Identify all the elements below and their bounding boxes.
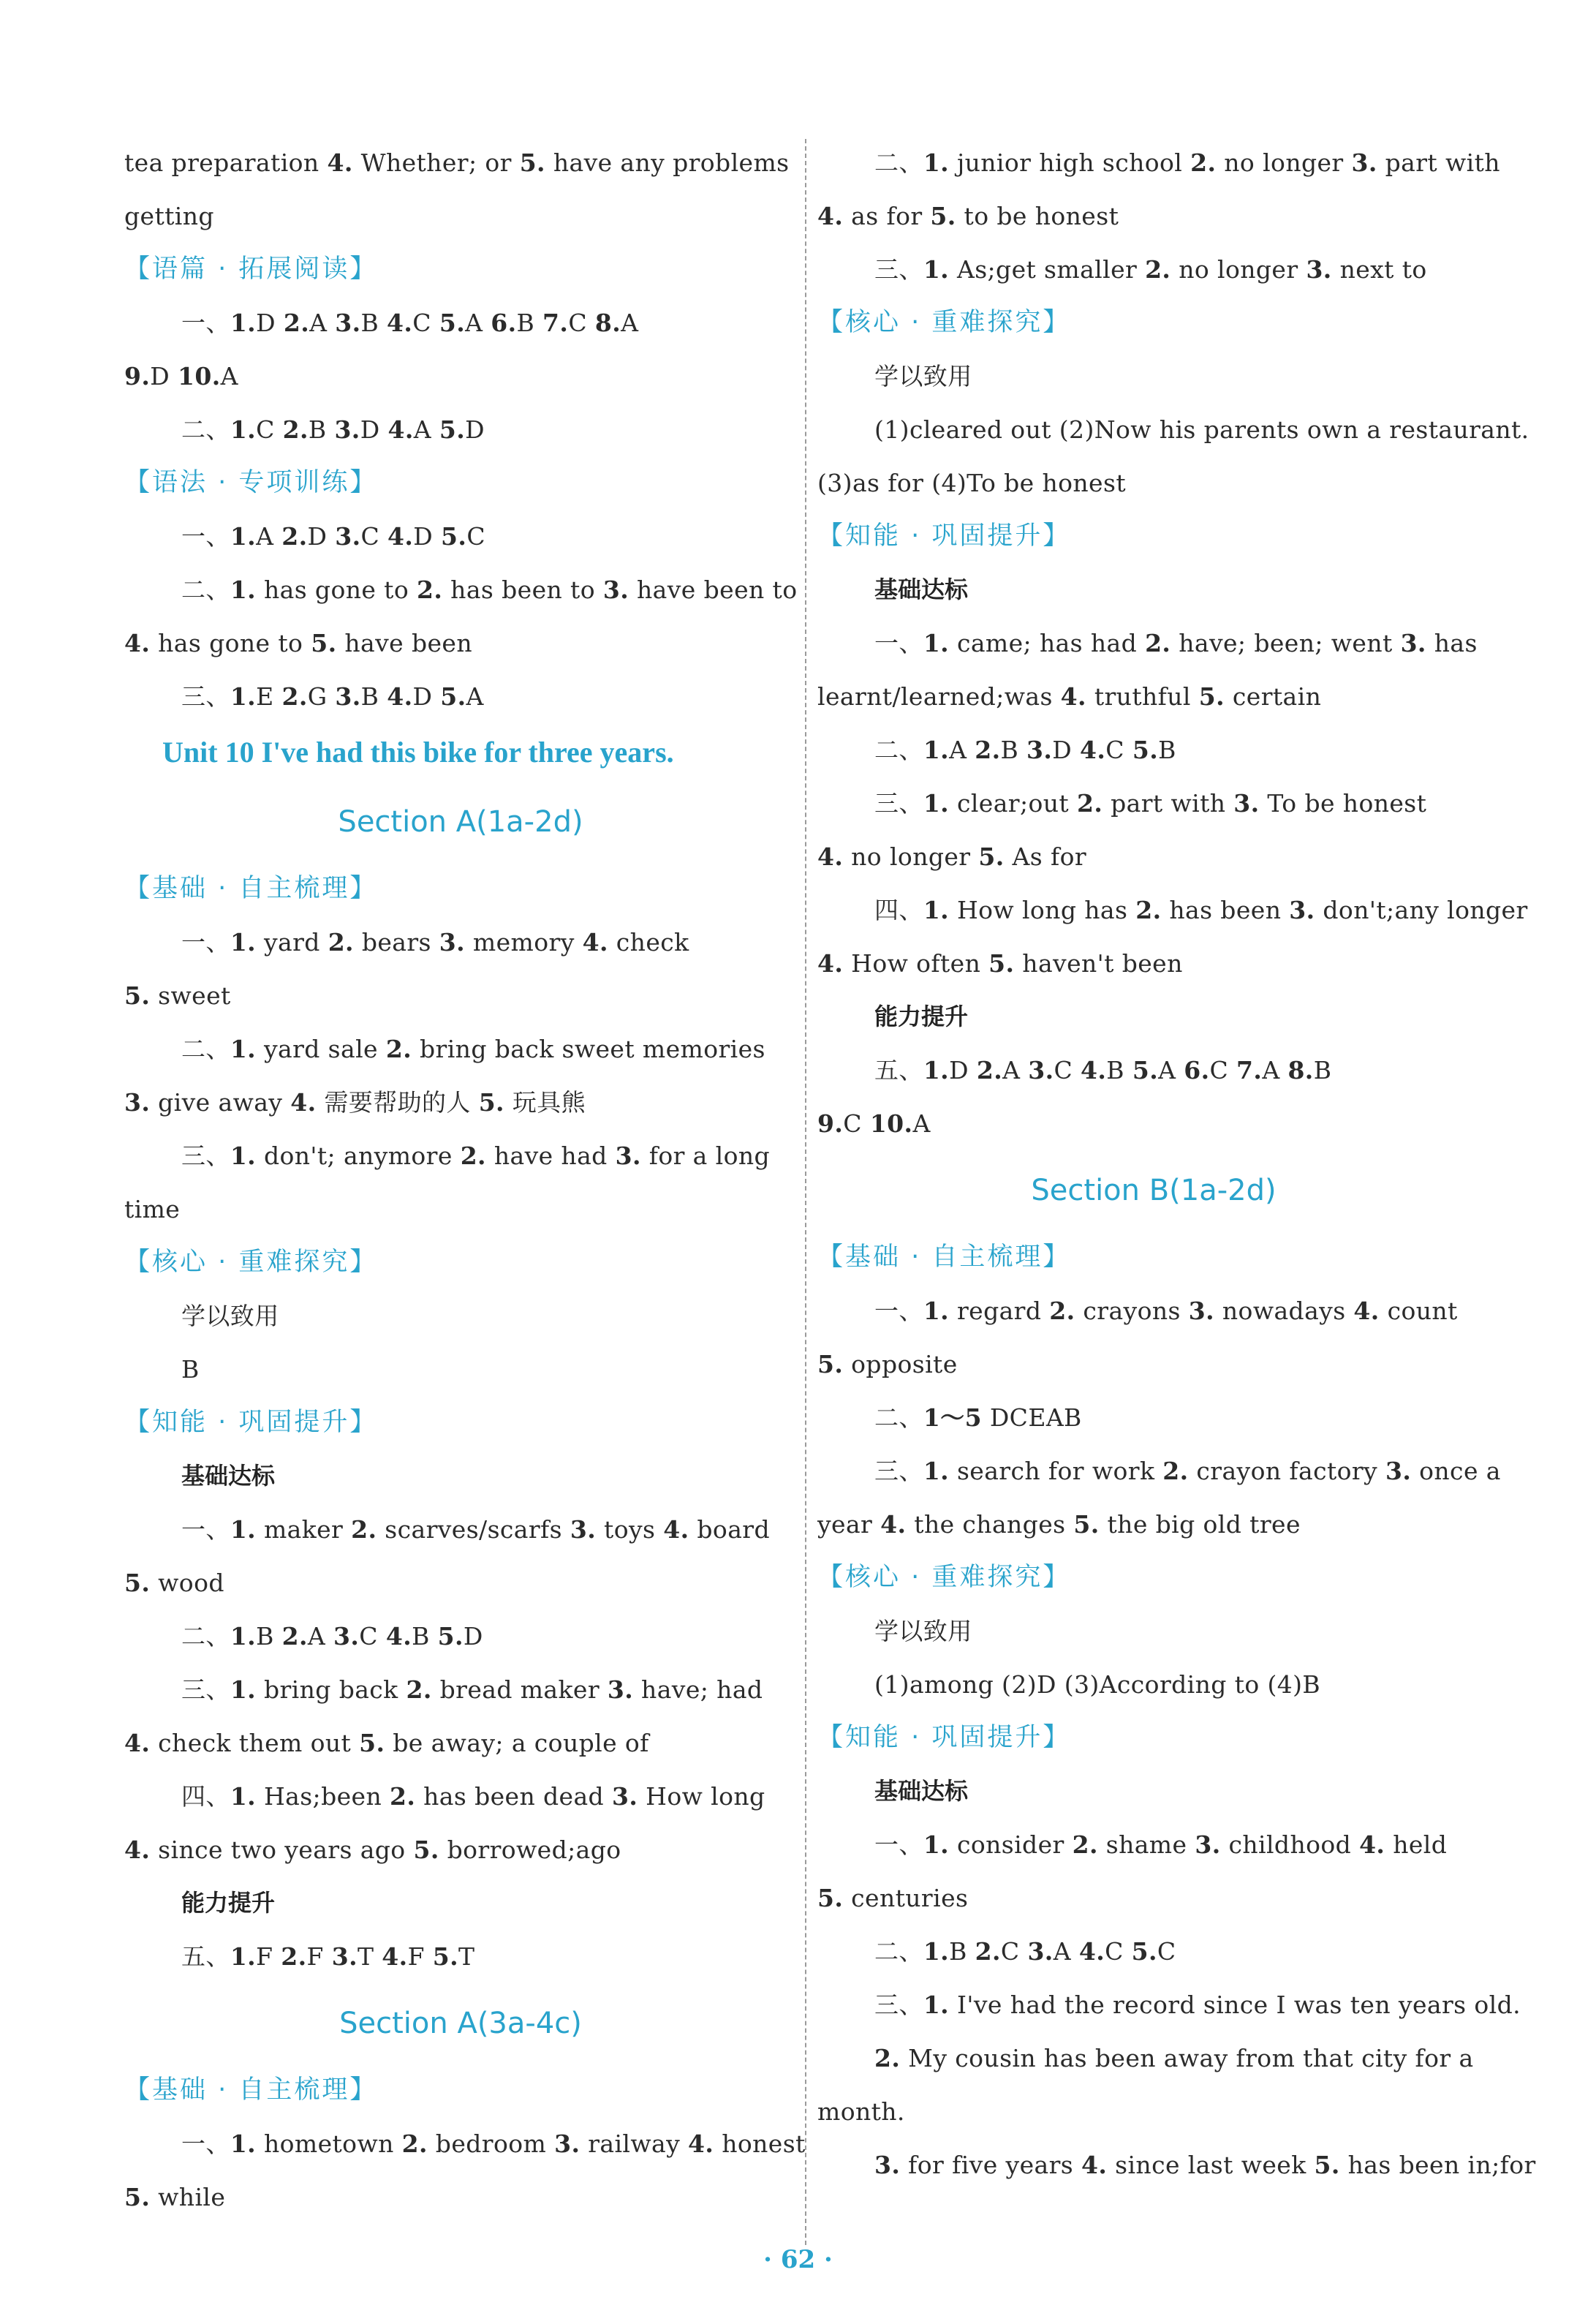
section-heading: 【语篇 · 拓展阅读】 <box>124 254 378 284</box>
answer-line: 一、1. yard 2. bears 3. memory 4. check <box>181 928 689 957</box>
item-number: 4. <box>880 1510 907 1539</box>
answer-line: 3. give away 4. 需要帮助的人 5. 玩具熊 <box>124 1088 586 1117</box>
answer-line: 9.D 10.A <box>124 362 238 391</box>
item-number: 10. <box>178 362 221 391</box>
item-number: 5. <box>432 1942 459 1971</box>
item-number: 5. <box>1198 682 1225 711</box>
item-number: 1. <box>230 2129 257 2158</box>
item-number: 4. <box>663 1515 689 1544</box>
item-number: 1. <box>230 1035 257 1063</box>
item-number: 8. <box>594 309 621 337</box>
item-number: 2. <box>1135 896 1162 924</box>
item-number: 1～5 <box>923 1403 982 1432</box>
answer-line: year 4. the changes 5. the big old tree <box>817 1510 1301 1539</box>
answer-line: 5. centuries <box>817 1884 969 1912</box>
answer-line: 一、1. consider 2. shame 3. childhood 4. held <box>874 1830 1448 1859</box>
item-number: 4. <box>1359 1830 1385 1859</box>
item-number: 5. <box>1132 736 1159 764</box>
answer-line: 一、1. regard 2. crayons 3. nowadays 4. count <box>874 1297 1458 1325</box>
item-number: 3. <box>1233 789 1260 818</box>
item-number: 1. <box>923 1056 950 1084</box>
item-number: 2. <box>281 682 308 711</box>
item-number: 4. <box>387 682 413 711</box>
answer-line: 9.C 10.A <box>817 1109 931 1138</box>
item-number: 5. <box>478 1088 504 1117</box>
item-number: 2. <box>406 1675 432 1704</box>
answer-line: 二、1～5 DCEAB <box>874 1403 1082 1432</box>
answer-line: 4. check them out 5. be away; a couple of <box>124 1729 649 1757</box>
answer-line: 五、1.F 2.F 3.T 4.F 5.T <box>181 1942 475 1971</box>
section-heading: 【基础 · 自主梳理】 <box>817 1242 1071 1272</box>
item-number: 2. <box>390 1782 416 1811</box>
item-number: 2. <box>975 1937 1001 1966</box>
answer-line: 三、1.E 2.G 3.B 4.D 5.A <box>181 682 484 711</box>
answer-line: learnt/learned;was 4. truthful 5. certain <box>817 682 1322 711</box>
item-number: 2. <box>1145 255 1171 284</box>
item-number: 4. <box>327 148 353 177</box>
item-number: 5. <box>359 1729 385 1757</box>
item-number: 3. <box>611 1782 638 1811</box>
item-number: 5. <box>124 1569 151 1597</box>
item-number: 2. <box>328 928 354 957</box>
item-number: 5. <box>437 1622 464 1651</box>
answer-line: 四、1. Has;been 2. has been dead 3. How long <box>181 1782 765 1811</box>
item-number: 3. <box>1028 1056 1054 1084</box>
item-number: 4. <box>387 522 414 551</box>
item-number: 1. <box>923 629 950 657</box>
item-number: 8. <box>1287 1056 1314 1084</box>
answer-line: 三、1. bring back 2. bread maker 3. have; had <box>181 1675 763 1704</box>
answer-line: 二、1. junior high school 2. no longer 3. part with <box>874 148 1500 177</box>
item-number: 2. <box>1145 629 1171 657</box>
item-number: 1. <box>923 255 950 284</box>
item-number: 2. <box>281 1622 308 1651</box>
answer-line: 5. wood <box>124 1569 224 1597</box>
answer-line: month. <box>817 2097 905 2126</box>
item-number: 7. <box>542 309 569 337</box>
answer-line: 学以致用 <box>181 1302 279 1330</box>
item-number: 1. <box>923 896 950 924</box>
page-number: · 62 · <box>763 2245 833 2274</box>
section-title: Section A(3a-4c) <box>339 2007 582 2040</box>
answer-line: 5. sweet <box>124 981 231 1010</box>
item-number: 4. <box>688 2129 714 2158</box>
answer-line: 五、1.D 2.A 3.C 4.B 5.A 6.C 7.A 8.B <box>874 1056 1332 1084</box>
item-number: 1. <box>923 1830 950 1859</box>
subheading: 基础达标 <box>874 1777 969 1805</box>
item-number: 4. <box>582 928 608 957</box>
item-number: 2. <box>1049 1297 1075 1325</box>
item-number: 1. <box>230 522 257 551</box>
answer-line: 4. no longer 5. As for <box>817 842 1087 871</box>
section-heading: 【基础 · 自主梳理】 <box>124 2075 378 2105</box>
answer-line: 三、1. I've had the record since I was ten years old. <box>874 1991 1521 2019</box>
item-number: 4. <box>1081 2151 1108 2179</box>
item-number: 3. <box>607 1675 634 1704</box>
item-number: 3. <box>331 1942 358 1971</box>
answer-line: 5. while <box>124 2183 226 2211</box>
subheading: 能力提升 <box>874 1003 969 1030</box>
item-number: 3. <box>335 522 361 551</box>
item-number: 6. <box>491 309 517 337</box>
section-heading: 【核心 · 重难探究】 <box>817 308 1071 337</box>
item-number: 6. <box>1184 1056 1210 1084</box>
item-number: 1. <box>230 1942 257 1971</box>
item-number: 4. <box>817 842 844 871</box>
item-number: 5. <box>930 202 956 230</box>
item-number: 1. <box>230 928 257 957</box>
item-number: 5. <box>817 1884 844 1912</box>
item-number: 4. <box>817 202 844 230</box>
item-number: 2. <box>975 736 1001 764</box>
item-number: 5. <box>124 981 151 1010</box>
item-number: 2. <box>1162 1457 1189 1485</box>
column-divider <box>805 139 806 2245</box>
item-number: 3. <box>439 928 466 957</box>
item-number: 1. <box>923 1457 950 1485</box>
item-number: 3. <box>1195 1830 1221 1859</box>
item-number: 2. <box>1072 1830 1098 1859</box>
answer-line: 一、1.A 2.D 3.C 4.D 5.C <box>181 522 485 551</box>
item-number: 1. <box>230 1622 257 1651</box>
item-number: 7. <box>1236 1056 1263 1084</box>
item-number: 2. <box>351 1515 377 1544</box>
section-title: Section B(1a-2d) <box>1031 1174 1277 1207</box>
item-number: 3. <box>1188 1297 1215 1325</box>
answer-line: 4. as for 5. to be honest <box>817 202 1119 230</box>
item-number: 1. <box>230 1675 257 1704</box>
answer-line: 学以致用 <box>874 362 972 391</box>
item-number: 1. <box>230 1142 257 1170</box>
answer-line: 4. How often 5. haven't been <box>817 949 1183 978</box>
item-number: 5. <box>439 309 466 337</box>
answer-line: B <box>181 1355 200 1384</box>
item-number: 5. <box>413 1836 439 1864</box>
subheading: 基础达标 <box>181 1462 276 1490</box>
item-number: 2. <box>385 1035 412 1063</box>
item-number: 3. <box>1289 896 1315 924</box>
answer-line: 二、1.A 2.B 3.D 4.C 5.B <box>874 736 1176 764</box>
item-number: 3. <box>334 415 360 444</box>
item-number: 5. <box>519 148 545 177</box>
answer-line: 一、1. came; has had 2. have; been; went 3. has <box>874 629 1478 657</box>
item-number: 3. <box>333 1622 360 1651</box>
item-number: 1. <box>923 1991 950 2019</box>
item-number: 1. <box>230 576 257 604</box>
item-number: 4. <box>817 949 844 978</box>
item-number: 3. <box>1400 629 1426 657</box>
answer-line: 三、1. clear;out 2. part with 3. To be honest <box>874 789 1427 818</box>
item-number: 3. <box>602 576 629 604</box>
item-number: 1. <box>230 415 257 444</box>
item-number: 4. <box>124 1836 151 1864</box>
item-number: 5. <box>439 415 466 444</box>
answer-line: 二、1. yard sale 2. bring back sweet memories <box>181 1035 765 1063</box>
item-number: 4. <box>1080 736 1106 764</box>
answer-line: (1)among (2)D (3)According to (4)B <box>874 1670 1321 1699</box>
item-number: 3. <box>335 309 361 337</box>
item-number: 2. <box>874 2044 901 2072</box>
answer-line: (1)cleared out (2)Now his parents own a restaurant. <box>874 415 1529 444</box>
item-number: 5. <box>978 842 1005 871</box>
item-number: 4. <box>387 309 413 337</box>
answer-line: 四、1. How long has 2. has been 3. don't;any longer <box>874 896 1528 924</box>
answer-line: 3. for five years 4. since last week 5. has been in;for <box>874 2151 1536 2179</box>
item-number: 5. <box>440 682 466 711</box>
item-number: 1. <box>923 736 950 764</box>
section-heading: 【语法 · 专项训练】 <box>124 468 378 497</box>
answer-line: 二、1.B 2.C 3.A 4.C 5.C <box>874 1937 1176 1966</box>
item-number: 3. <box>554 2129 580 2158</box>
left-column <box>124 136 806 2224</box>
item-number: 5. <box>988 949 1015 978</box>
item-number: 4. <box>1081 1056 1107 1084</box>
answer-line: 5. opposite <box>817 1350 958 1378</box>
answer-line: 三、1. don't; anymore 2. have had 3. for a long <box>181 1142 771 1170</box>
item-number: 4. <box>124 1729 151 1757</box>
item-number: 4. <box>387 415 414 444</box>
right-column <box>817 136 1536 2192</box>
item-number: 4. <box>1060 682 1086 711</box>
answer-line: 4. has gone to 5. have been <box>124 629 472 657</box>
answer-line: 二、1.B 2.A 3.C 4.B 5.D <box>181 1622 483 1651</box>
item-number: 2. <box>401 2129 428 2158</box>
item-number: 5. <box>1314 2151 1340 2179</box>
section-title: Section A(1a-2d) <box>338 805 583 839</box>
item-number: 2. <box>1190 148 1217 177</box>
item-number: 3. <box>1026 736 1053 764</box>
answer-line: (3)as for (4)To be honest <box>817 469 1126 497</box>
item-number: 3. <box>335 682 361 711</box>
item-number: 4. <box>385 1622 412 1651</box>
answer-line: 学以致用 <box>874 1617 972 1645</box>
item-number: 3. <box>1027 1937 1054 1966</box>
item-number: 5. <box>1131 1937 1157 1966</box>
item-number: 9. <box>124 362 151 391</box>
item-number: 1. <box>230 682 257 711</box>
item-number: 2. <box>281 1942 307 1971</box>
answer-line: 2. My cousin has been away from that city for a <box>874 2044 1474 2072</box>
item-number: 3. <box>874 2151 901 2179</box>
item-number: 1. <box>230 1782 257 1811</box>
item-number: 4. <box>1078 1937 1105 1966</box>
item-number: 1. <box>923 789 950 818</box>
item-number: 3. <box>1385 1457 1412 1485</box>
subheading: 能力提升 <box>181 1889 276 1917</box>
subheading: 基础达标 <box>874 576 969 603</box>
answer-line: 一、1. maker 2. scarves/scarfs 3. toys 4. board <box>181 1515 770 1544</box>
item-number: 3. <box>570 1515 597 1544</box>
answer-line: 二、1.C 2.B 3.D 4.A 5.D <box>181 415 485 444</box>
item-number: 1. <box>230 1515 257 1544</box>
item-number: 3. <box>615 1142 641 1170</box>
item-number: 3. <box>1351 148 1377 177</box>
item-number: 5. <box>817 1350 844 1378</box>
answer-line: 4. since two years ago 5. borrowed;ago <box>124 1836 621 1864</box>
item-number: 2. <box>417 576 443 604</box>
answer-line: time <box>124 1195 181 1223</box>
answer-line: getting <box>124 202 214 230</box>
item-number: 5. <box>124 2183 151 2211</box>
answer-line: 二、1. has gone to 2. has been to 3. have been to <box>181 576 798 604</box>
item-number: 1. <box>923 148 950 177</box>
item-number: 4. <box>1353 1297 1380 1325</box>
item-number: 4. <box>124 629 151 657</box>
item-number: 5. <box>1073 1510 1100 1539</box>
section-heading: 【知能 · 巩固提升】 <box>817 1723 1071 1752</box>
item-number: 1. <box>923 1937 950 1966</box>
item-number: 1. <box>230 309 257 337</box>
unit-title: Unit 10 I've had this bike for three years. <box>162 736 674 769</box>
section-heading: 【核心 · 重难探究】 <box>124 1248 378 1277</box>
answer-line: 三、1. As;get smaller 2. no longer 3. next to <box>874 255 1427 284</box>
item-number: 2. <box>281 522 308 551</box>
section-heading: 【知能 · 巩固提升】 <box>817 521 1071 551</box>
answer-line: 一、1.D 2.A 3.B 4.C 5.A 6.B 7.C 8.A <box>181 309 639 337</box>
item-number: 2. <box>976 1056 1003 1084</box>
item-number: 2. <box>283 309 310 337</box>
item-number: 4. <box>382 1942 408 1971</box>
item-number: 3. <box>1306 255 1332 284</box>
item-number: 5. <box>1132 1056 1159 1084</box>
item-number: 1. <box>923 1297 950 1325</box>
item-number: 5. <box>441 522 467 551</box>
answer-line: tea preparation 4. Whether; or 5. have any problems <box>124 148 790 177</box>
item-number: 9. <box>817 1109 844 1138</box>
item-number: 5. <box>311 629 337 657</box>
item-number: 2. <box>460 1142 486 1170</box>
item-number: 10. <box>869 1109 913 1138</box>
answer-line: 一、1. hometown 2. bedroom 3. railway 4. honest <box>181 2129 806 2158</box>
section-heading: 【基础 · 自主梳理】 <box>124 874 378 903</box>
item-number: 2. <box>1076 789 1103 818</box>
item-number: 2. <box>282 415 309 444</box>
item-number: 3. <box>124 1088 151 1117</box>
item-number: 4. <box>290 1088 317 1117</box>
section-heading: 【知能 · 巩固提升】 <box>124 1408 378 1437</box>
answer-line: 三、1. search for work 2. crayon factory 3. once a <box>874 1457 1501 1485</box>
section-heading: 【核心 · 重难探究】 <box>817 1563 1071 1592</box>
